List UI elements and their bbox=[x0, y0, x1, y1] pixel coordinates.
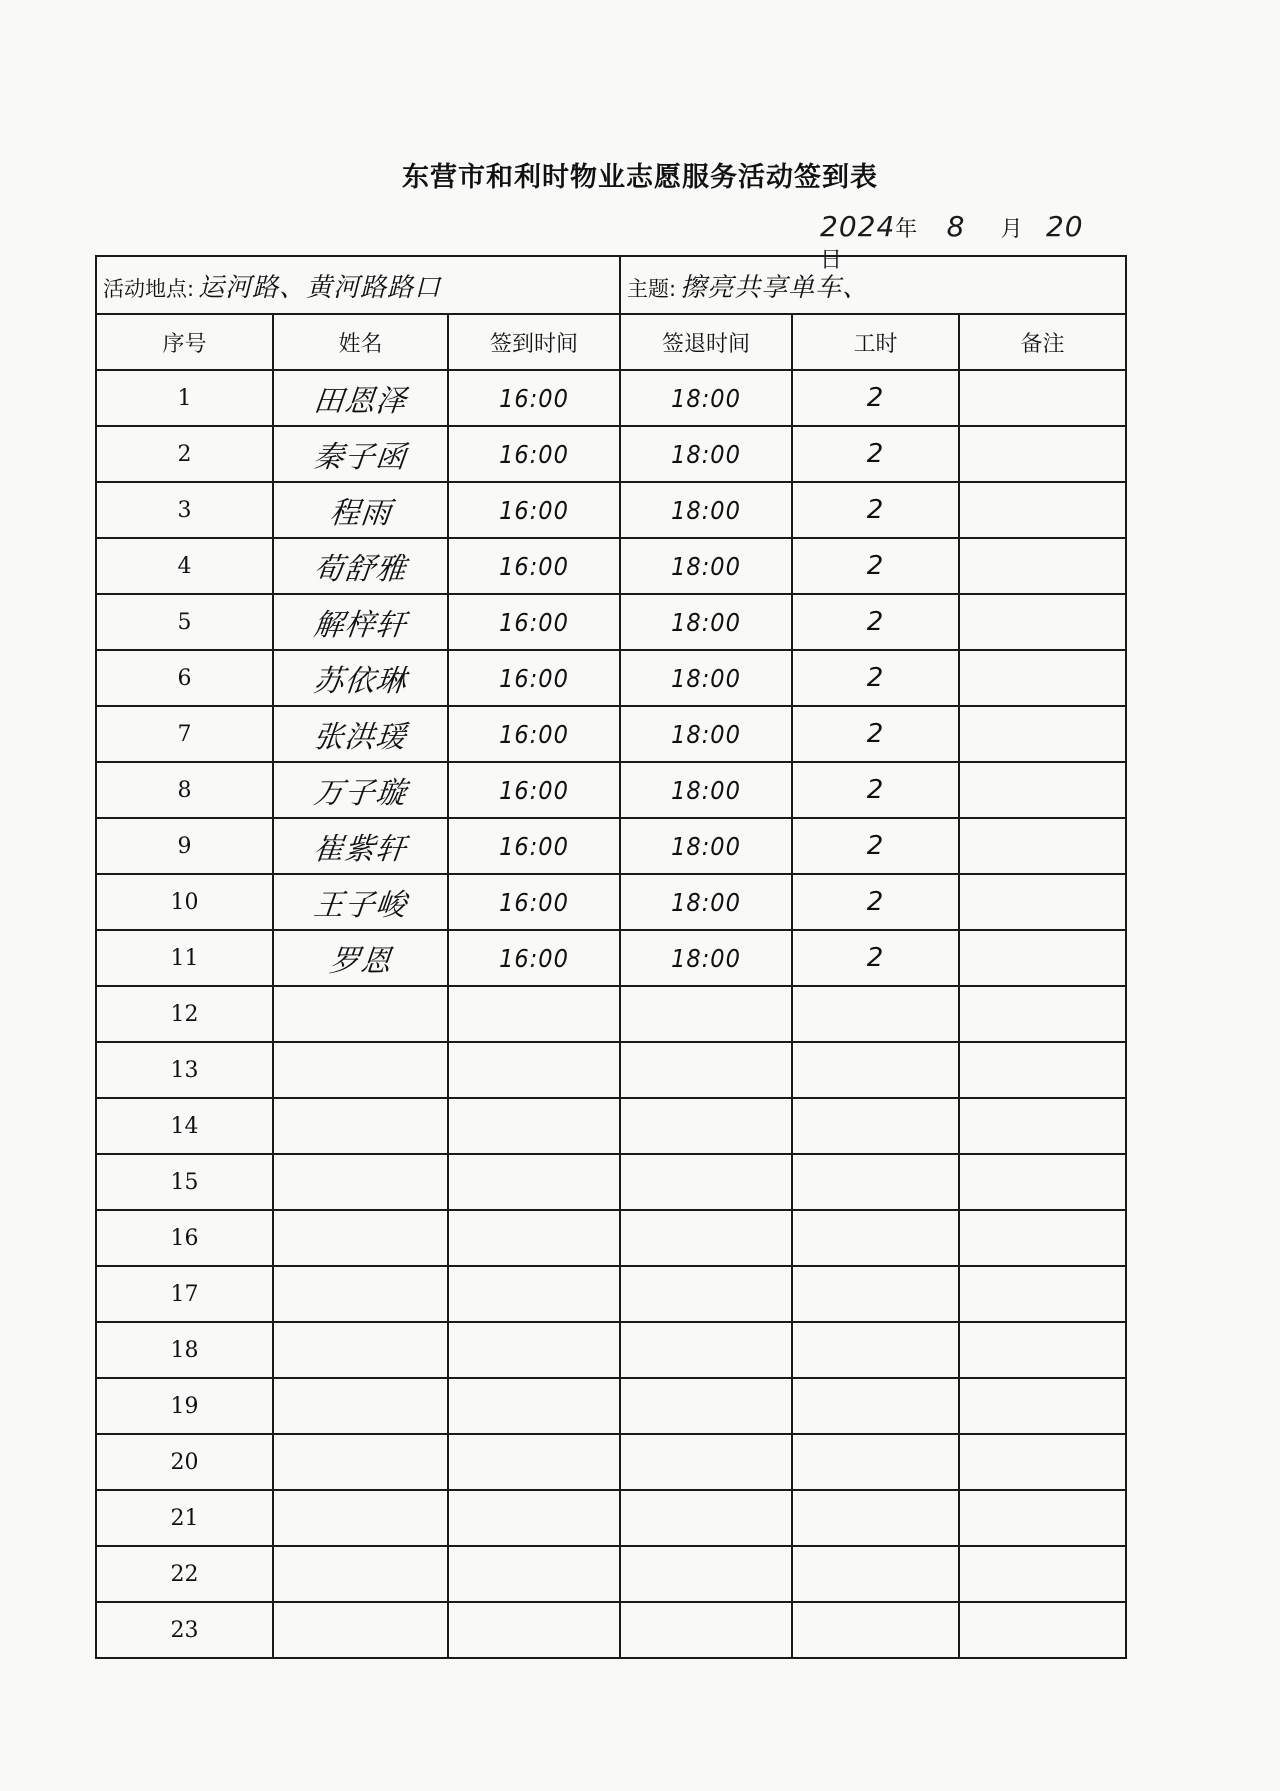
name-cell bbox=[273, 1042, 448, 1098]
sign-out-time-value: 18:00 bbox=[671, 943, 741, 973]
header-no: 序号 bbox=[96, 314, 273, 370]
sign-in-time-cell bbox=[448, 818, 620, 874]
row-number-value: 5 bbox=[177, 609, 192, 635]
name-cell bbox=[273, 930, 448, 986]
sign-out-time-cell bbox=[620, 1154, 792, 1210]
note-cell bbox=[959, 1322, 1126, 1378]
header-row bbox=[96, 314, 1126, 370]
name-cell bbox=[273, 1434, 448, 1490]
sign-in-time-cell bbox=[448, 1378, 620, 1434]
hours-cell bbox=[792, 1434, 959, 1490]
table-row bbox=[96, 930, 1126, 986]
sign-out-time-cell bbox=[620, 1266, 792, 1322]
row-number-value: 3 bbox=[177, 497, 192, 523]
row-number-value: 18 bbox=[170, 1337, 199, 1363]
sign-in-time-cell bbox=[448, 986, 620, 1042]
sign-in-time-value: 16:00 bbox=[499, 551, 569, 581]
sign-out-time-cell bbox=[620, 538, 792, 594]
hours-value: 2 bbox=[866, 663, 885, 693]
name-cell bbox=[273, 818, 448, 874]
row-number-value: 1 bbox=[177, 385, 192, 411]
hours-cell bbox=[792, 1266, 959, 1322]
sign-out-time-cell bbox=[620, 1546, 792, 1602]
hours-cell bbox=[792, 1378, 959, 1434]
sign-in-time-cell bbox=[448, 930, 620, 986]
row-number-value: 14 bbox=[170, 1113, 199, 1139]
sign-in-time-cell bbox=[448, 538, 620, 594]
date-month: 8 bbox=[946, 210, 966, 243]
hours-value: 2 bbox=[866, 551, 885, 581]
row-number-cell bbox=[96, 874, 273, 930]
sign-in-time-cell bbox=[448, 1266, 620, 1322]
note-cell bbox=[959, 930, 1126, 986]
name-cell bbox=[273, 594, 448, 650]
table-row bbox=[96, 1042, 1126, 1098]
sign-out-time-value: 18:00 bbox=[671, 775, 741, 805]
name-value: 荀舒雅 bbox=[311, 552, 409, 587]
name-cell bbox=[273, 482, 448, 538]
note-cell bbox=[959, 1434, 1126, 1490]
date-year: 2024 bbox=[820, 210, 896, 243]
sign-out-time-cell bbox=[620, 1210, 792, 1266]
sign-out-time-cell bbox=[620, 1098, 792, 1154]
row-number-value: 2 bbox=[177, 441, 192, 467]
hours-value: 2 bbox=[866, 439, 885, 469]
row-number-cell bbox=[96, 538, 273, 594]
sign-in-time-value: 16:00 bbox=[499, 383, 569, 413]
table-row bbox=[96, 538, 1126, 594]
sign-out-time-value: 18:00 bbox=[671, 831, 741, 861]
hours-value: 2 bbox=[866, 831, 885, 861]
header-name: 姓名 bbox=[273, 314, 448, 370]
name-cell bbox=[273, 650, 448, 706]
row-number-value: 6 bbox=[177, 665, 192, 691]
sign-out-time-value: 18:00 bbox=[671, 383, 741, 413]
row-number-value: 4 bbox=[177, 553, 192, 579]
name-cell bbox=[273, 762, 448, 818]
hours-cell bbox=[792, 650, 959, 706]
hours-cell bbox=[792, 706, 959, 762]
name-cell bbox=[273, 1154, 448, 1210]
note-cell bbox=[959, 706, 1126, 762]
table-row bbox=[96, 706, 1126, 762]
note-cell bbox=[959, 594, 1126, 650]
sign-out-time-cell bbox=[620, 426, 792, 482]
row-number-cell bbox=[96, 930, 273, 986]
hours-cell bbox=[792, 986, 959, 1042]
row-number-value: 19 bbox=[170, 1393, 199, 1419]
sign-out-time-cell bbox=[620, 818, 792, 874]
note-cell bbox=[959, 762, 1126, 818]
name-value: 解梓轩 bbox=[311, 608, 409, 643]
name-cell bbox=[273, 1098, 448, 1154]
note-cell bbox=[959, 874, 1126, 930]
sign-in-time-value: 16:00 bbox=[499, 831, 569, 861]
row-number-value: 23 bbox=[170, 1617, 199, 1643]
sign-in-time-cell bbox=[448, 1098, 620, 1154]
row-number-cell bbox=[96, 986, 273, 1042]
table-row bbox=[96, 1154, 1126, 1210]
sign-in-time-value: 16:00 bbox=[499, 607, 569, 637]
note-cell bbox=[959, 1546, 1126, 1602]
name-cell bbox=[273, 1266, 448, 1322]
table-row bbox=[96, 370, 1126, 426]
hours-cell bbox=[792, 818, 959, 874]
name-cell bbox=[273, 538, 448, 594]
name-value: 王子峻 bbox=[311, 888, 409, 923]
note-cell bbox=[959, 1490, 1126, 1546]
row-number-cell bbox=[96, 1266, 273, 1322]
hours-cell bbox=[792, 1154, 959, 1210]
note-cell bbox=[959, 370, 1126, 426]
hours-cell bbox=[792, 1098, 959, 1154]
hours-cell bbox=[792, 762, 959, 818]
header-note: 备注 bbox=[959, 314, 1126, 370]
note-cell bbox=[959, 1042, 1126, 1098]
table-row bbox=[96, 1210, 1126, 1266]
date-year-suffix: 年 bbox=[895, 217, 918, 242]
sign-out-time-cell bbox=[620, 1322, 792, 1378]
sign-in-time-cell bbox=[448, 1210, 620, 1266]
theme-cell bbox=[620, 256, 1126, 314]
sign-out-time-value: 18:00 bbox=[671, 663, 741, 693]
date-day: 20 bbox=[1045, 210, 1084, 243]
table-row bbox=[96, 1266, 1126, 1322]
row-number-value: 9 bbox=[177, 833, 192, 859]
location-label: 活动地点: bbox=[103, 276, 195, 301]
note-cell bbox=[959, 1602, 1126, 1658]
row-number-cell bbox=[96, 762, 273, 818]
row-number-cell bbox=[96, 1546, 273, 1602]
sign-in-time-cell bbox=[448, 594, 620, 650]
hours-cell bbox=[792, 538, 959, 594]
hours-cell bbox=[792, 1602, 959, 1658]
sign-out-time-value: 18:00 bbox=[671, 607, 741, 637]
note-cell bbox=[959, 426, 1126, 482]
hours-value: 2 bbox=[866, 775, 885, 805]
row-number-value: 13 bbox=[170, 1057, 199, 1083]
name-cell bbox=[273, 1210, 448, 1266]
sheet-title: 东营市和利时物业志愿服务活动签到表 bbox=[402, 162, 878, 193]
row-number-value: 21 bbox=[170, 1505, 199, 1531]
hours-cell bbox=[792, 482, 959, 538]
hours-cell bbox=[792, 1322, 959, 1378]
table-row bbox=[96, 1434, 1126, 1490]
row-number-cell bbox=[96, 1378, 273, 1434]
row-number-value: 16 bbox=[170, 1225, 199, 1251]
sign-in-time-cell bbox=[448, 874, 620, 930]
sign-in-time-value: 16:00 bbox=[499, 943, 569, 973]
hours-cell bbox=[792, 1210, 959, 1266]
hours-cell bbox=[792, 930, 959, 986]
table-row bbox=[96, 1546, 1126, 1602]
info-row bbox=[96, 256, 1126, 314]
row-number-cell bbox=[96, 370, 273, 426]
row-number-value: 11 bbox=[170, 945, 199, 971]
sign-out-time-value: 18:00 bbox=[671, 887, 741, 917]
sign-in-time-cell bbox=[448, 1434, 620, 1490]
hours-cell bbox=[792, 426, 959, 482]
hours-value: 2 bbox=[866, 719, 885, 749]
sign-in-time-cell bbox=[448, 706, 620, 762]
row-number-cell bbox=[96, 1322, 273, 1378]
date-month-suffix: 月 bbox=[1000, 217, 1023, 242]
note-cell bbox=[959, 1210, 1126, 1266]
note-cell bbox=[959, 1266, 1126, 1322]
sign-in-time-cell bbox=[448, 1042, 620, 1098]
sign-in-time-value: 16:00 bbox=[499, 495, 569, 525]
sign-in-time-value: 16:00 bbox=[499, 663, 569, 693]
sign-out-time-cell bbox=[620, 482, 792, 538]
sign-in-time-cell bbox=[448, 482, 620, 538]
name-cell bbox=[273, 1322, 448, 1378]
row-number-value: 22 bbox=[170, 1561, 199, 1587]
name-cell bbox=[273, 706, 448, 762]
sign-in-time-cell bbox=[448, 1546, 620, 1602]
name-value: 万子璇 bbox=[311, 776, 409, 811]
table-row bbox=[96, 1378, 1126, 1434]
header-hours: 工时 bbox=[792, 314, 959, 370]
sign-in-time-value: 16:00 bbox=[499, 719, 569, 749]
row-number-value: 15 bbox=[170, 1169, 199, 1195]
row-number-value: 12 bbox=[170, 1001, 199, 1027]
table-row bbox=[96, 874, 1126, 930]
name-value: 张洪瑗 bbox=[311, 720, 409, 755]
name-value: 田恩泽 bbox=[311, 384, 409, 419]
sign-in-time-cell bbox=[448, 426, 620, 482]
table-row bbox=[96, 426, 1126, 482]
row-number-cell bbox=[96, 1042, 273, 1098]
hours-cell bbox=[792, 594, 959, 650]
note-cell bbox=[959, 482, 1126, 538]
sign-in-time-cell bbox=[448, 370, 620, 426]
sign-out-time-cell bbox=[620, 930, 792, 986]
hours-value: 2 bbox=[866, 943, 885, 973]
date-day-suffix: 日 bbox=[820, 248, 843, 273]
name-cell bbox=[273, 1546, 448, 1602]
sign-in-time-cell bbox=[448, 650, 620, 706]
hours-cell bbox=[792, 1042, 959, 1098]
name-cell bbox=[273, 426, 448, 482]
hours-cell bbox=[792, 1490, 959, 1546]
sign-out-time-cell bbox=[620, 762, 792, 818]
sign-out-time-cell bbox=[620, 706, 792, 762]
name-value: 秦子函 bbox=[311, 440, 409, 475]
table-row bbox=[96, 1602, 1126, 1658]
sign-out-time-cell bbox=[620, 1434, 792, 1490]
note-cell bbox=[959, 818, 1126, 874]
row-number-value: 8 bbox=[177, 777, 192, 803]
name-cell bbox=[273, 370, 448, 426]
name-cell bbox=[273, 986, 448, 1042]
sign-out-time-value: 18:00 bbox=[671, 439, 741, 469]
sign-out-time-cell bbox=[620, 874, 792, 930]
name-cell bbox=[273, 1602, 448, 1658]
row-number-cell bbox=[96, 1434, 273, 1490]
hours-cell bbox=[792, 874, 959, 930]
sign-in-time-cell bbox=[448, 1322, 620, 1378]
row-number-cell bbox=[96, 1210, 273, 1266]
name-value: 崔紫轩 bbox=[311, 832, 409, 867]
name-value: 苏依琳 bbox=[311, 664, 409, 699]
sign-out-time-cell bbox=[620, 986, 792, 1042]
hours-value: 2 bbox=[866, 383, 885, 413]
sign-out-time-value: 18:00 bbox=[671, 551, 741, 581]
name-cell bbox=[273, 1490, 448, 1546]
sign-out-time-cell bbox=[620, 1042, 792, 1098]
row-number-cell bbox=[96, 426, 273, 482]
row-number-cell bbox=[96, 650, 273, 706]
table-row bbox=[96, 482, 1126, 538]
row-number-value: 7 bbox=[177, 721, 192, 747]
sign-in-time-value: 16:00 bbox=[499, 775, 569, 805]
name-value: 罗恩 bbox=[327, 944, 393, 979]
sign-in-time-cell bbox=[448, 1490, 620, 1546]
sign-out-time-cell bbox=[620, 1378, 792, 1434]
row-number-cell bbox=[96, 818, 273, 874]
hours-cell bbox=[792, 370, 959, 426]
sheet-date bbox=[820, 210, 1120, 273]
note-cell bbox=[959, 1154, 1126, 1210]
row-number-cell bbox=[96, 706, 273, 762]
header-sign-out-time: 签退时间 bbox=[620, 314, 792, 370]
name-cell bbox=[273, 1378, 448, 1434]
sign-out-time-cell bbox=[620, 1602, 792, 1658]
sign-out-time-cell bbox=[620, 594, 792, 650]
name-cell bbox=[273, 874, 448, 930]
table-row bbox=[96, 1322, 1126, 1378]
table-row bbox=[96, 986, 1126, 1042]
row-number-value: 20 bbox=[170, 1449, 199, 1475]
row-number-cell bbox=[96, 594, 273, 650]
row-number-cell bbox=[96, 1602, 273, 1658]
sign-in-time-value: 16:00 bbox=[499, 439, 569, 469]
table-row bbox=[96, 650, 1126, 706]
sign-out-time-value: 18:00 bbox=[671, 495, 741, 525]
row-number-cell bbox=[96, 1098, 273, 1154]
table-row bbox=[96, 762, 1126, 818]
hours-value: 2 bbox=[866, 887, 885, 917]
note-cell bbox=[959, 986, 1126, 1042]
theme-value: 擦亮共享单车、 bbox=[680, 272, 870, 303]
sign-out-time-cell bbox=[620, 650, 792, 706]
sign-out-time-value: 18:00 bbox=[671, 719, 741, 749]
name-value: 程雨 bbox=[327, 496, 393, 531]
hours-value: 2 bbox=[866, 495, 885, 525]
row-number-value: 10 bbox=[170, 889, 199, 915]
table-row bbox=[96, 1098, 1126, 1154]
sign-out-time-cell bbox=[620, 370, 792, 426]
note-cell bbox=[959, 650, 1126, 706]
row-number-value: 17 bbox=[170, 1281, 199, 1307]
sign-out-time-cell bbox=[620, 1490, 792, 1546]
table-row bbox=[96, 1490, 1126, 1546]
sign-in-time-cell bbox=[448, 762, 620, 818]
location-value: 运河路、黄河路路口 bbox=[198, 272, 442, 303]
note-cell bbox=[959, 1098, 1126, 1154]
theme-label: 主题: bbox=[627, 276, 677, 301]
table-row bbox=[96, 594, 1126, 650]
note-cell bbox=[959, 1378, 1126, 1434]
header-sign-in-time: 签到时间 bbox=[448, 314, 620, 370]
row-number-cell bbox=[96, 1490, 273, 1546]
hours-cell bbox=[792, 1546, 959, 1602]
sign-in-time-cell bbox=[448, 1602, 620, 1658]
sign-in-table bbox=[95, 255, 1127, 1659]
row-number-cell bbox=[96, 482, 273, 538]
note-cell bbox=[959, 538, 1126, 594]
row-number-cell bbox=[96, 1154, 273, 1210]
table-row bbox=[96, 818, 1126, 874]
hours-value: 2 bbox=[866, 607, 885, 637]
location-cell bbox=[96, 256, 620, 314]
sign-in-time-value: 16:00 bbox=[499, 887, 569, 917]
sign-in-time-cell bbox=[448, 1154, 620, 1210]
